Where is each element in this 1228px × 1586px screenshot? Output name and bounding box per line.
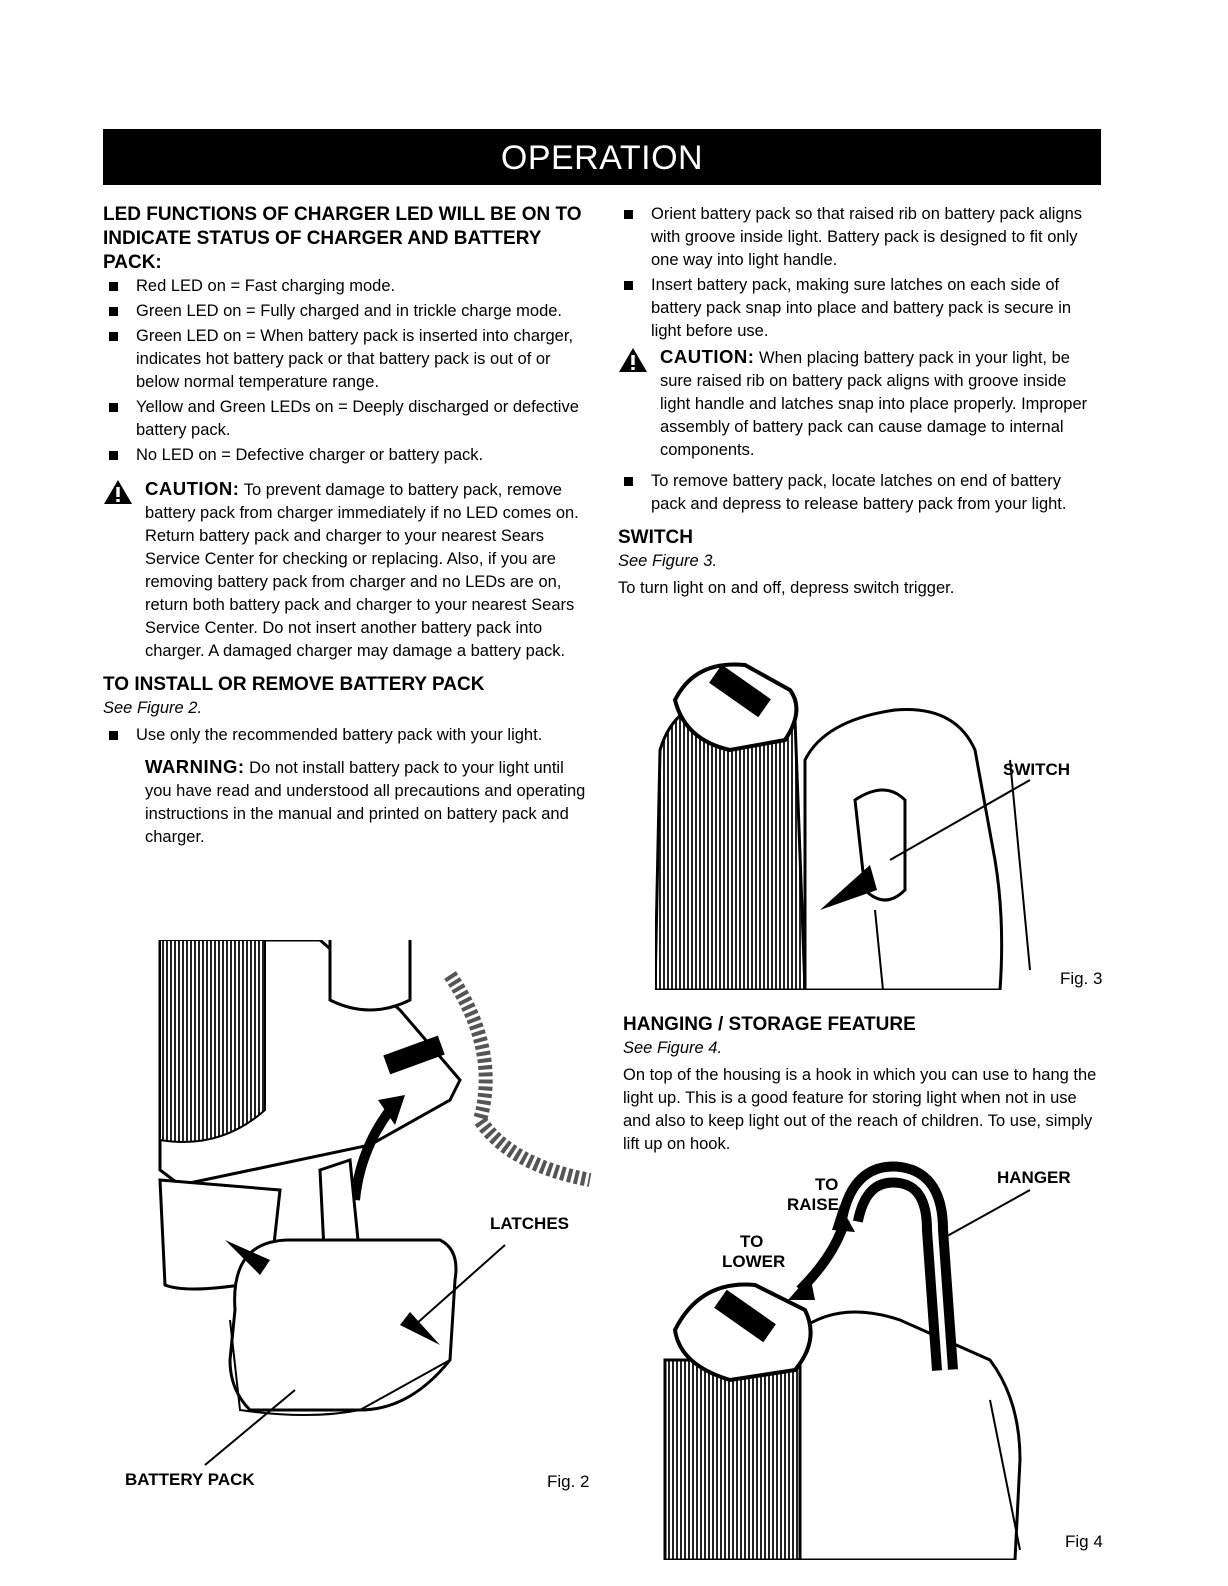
warning-triangle-icon xyxy=(618,347,648,373)
warning-text: Do not install battery pack to your light until you have read and understood all precautions and operating instructions in the manual and printed on battery pack and charger. xyxy=(145,759,586,846)
list-item: Red LED on = Fast charging mode. xyxy=(103,275,593,298)
warning-triangle-icon xyxy=(103,479,133,505)
see-figure-4: See Figure 4. xyxy=(623,1039,723,1057)
list-item: No LED on = Defective charger or battery pack. xyxy=(103,444,593,467)
left-column xyxy=(103,203,593,857)
led-caution xyxy=(103,477,593,663)
switch-illustration xyxy=(655,660,1105,990)
list-item: Orient battery pack so that raised rib on battery pack aligns with groove inside light. Battery pack is designed to fit only one way into light handle. xyxy=(618,203,1100,272)
figure-3-label: Fig. 3 xyxy=(1060,969,1103,988)
switch-heading: SWITCH xyxy=(618,527,693,548)
right-column xyxy=(618,203,1100,600)
remove-list xyxy=(618,470,1100,516)
install-caution xyxy=(618,345,1100,462)
latches-label: LATCHES xyxy=(490,1214,570,1233)
figure-4 xyxy=(660,1160,1105,1560)
see-figure-2: See Figure 2. xyxy=(103,699,203,717)
caution-label: CAUTION: xyxy=(660,346,755,367)
hanger-label: HANGER xyxy=(997,1168,1071,1187)
hanging-section xyxy=(623,1013,1101,1156)
list-item: Insert battery pack, making sure latches on each side of battery pack snap into place and battery pack is secure in light before use. xyxy=(618,274,1100,343)
list-item: Use only the recommended battery pack with your light. xyxy=(103,724,593,747)
list-item: To remove battery pack, locate latches on end of battery pack and depress to release battery pack from your light. xyxy=(618,470,1100,516)
to-raise-label-1: TO xyxy=(815,1175,839,1194)
caution-text: When placing battery pack in your light, be sure raised rib on battery pack aligns with groove inside light handle and latches snap into place properly. Improper assembly of battery pack can cause damage to internal components. xyxy=(660,349,1088,459)
list-item: Green LED on = Fully charged and in trickle charge mode. xyxy=(103,300,593,323)
see-figure-3: See Figure 3. xyxy=(618,552,718,570)
switch-label: SWITCH xyxy=(1003,760,1071,779)
figure-2-label: Fig. 2 xyxy=(547,1472,590,1491)
lower-label: LOWER xyxy=(722,1252,786,1271)
list-item: Green LED on = When battery pack is inserted into charger, indicates hot battery pack or that battery pack is out of or below normal temperature range. xyxy=(103,325,593,394)
caution-text: To prevent damage to battery pack, remove battery pack from charger immediately if no LED comes on. Return battery pack and charger to your nearest Sears Service Center for checking or replacing. Also, if you are removing battery pack from charger and no LEDs are on, return both battery pack and charger to your nearest Sears Service Center. Do not insert another battery pack into charger. A damaged charger may damage a battery pack. xyxy=(145,481,579,660)
install-heading: TO INSTALL OR REMOVE BATTERY PACK xyxy=(103,674,485,695)
to-lower-label-1: TO xyxy=(740,1232,764,1251)
hanging-heading: HANGING / STORAGE FEATURE xyxy=(623,1014,916,1035)
list-item: Yellow and Green LEDs on = Deeply discharged or defective battery pack. xyxy=(103,396,593,442)
battery-pack-label: BATTERY PACK xyxy=(125,1470,255,1489)
led-list xyxy=(103,275,593,467)
figure-2 xyxy=(110,940,600,1500)
raise-label: RAISE xyxy=(787,1195,839,1214)
install-list xyxy=(103,724,593,747)
figure-4-label: Fig 4 xyxy=(1065,1532,1103,1551)
hanging-text: On top of the housing is a hook in which you can use to hang the light up. This is a good feature for storing light when not in use and also to keep light out of the reach of children. To use, simply lift up on hook. xyxy=(623,1066,1097,1153)
led-heading: LED FUNCTIONS OF CHARGER LED WILL BE ON TO INDICATE STATUS OF CHARGER AND BATTERY PACK: xyxy=(103,204,582,273)
hanger-illustration xyxy=(660,1160,1105,1560)
figure-3 xyxy=(655,660,1105,990)
install-warning xyxy=(103,755,593,849)
warning-label: WARNING: xyxy=(145,756,245,777)
install-list-continued xyxy=(618,203,1100,343)
caution-label: CAUTION: xyxy=(145,478,240,499)
page-title: OPERATION xyxy=(103,129,1101,185)
switch-text: To turn light on and off, depress switch trigger. xyxy=(618,579,955,597)
